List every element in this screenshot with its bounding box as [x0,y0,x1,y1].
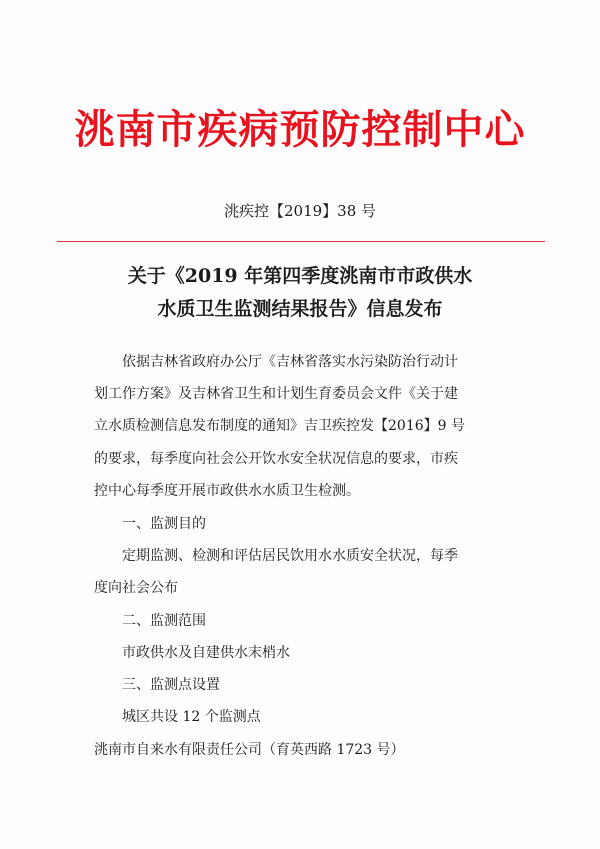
section-purpose-line-1: 定期监测、检测和评估居民饮用水水质安全状况，每季 [122,548,458,564]
section-heading-scope: 二、监测范围 [122,613,206,629]
section-heading-sites: 三、监测点设置 [122,677,220,693]
document-title-line-1: 关于《2019 年第四季度洮南市市政供水 [127,265,473,287]
intro-line-4: 的要求，每季度向社会公开饮水安全状况信息的要求，市疾 [94,451,458,467]
intro-line-1: 依据吉林省政府办公厅《吉林省落实水污染防治行动计 [122,354,458,370]
section-sites-item: 洮南市自来水有限责任公司（育英西路 1723 号） [94,742,405,758]
section-purpose-line-2: 度向社会公布 [94,580,178,596]
section-sites-text: 城区共设 12 个监测点 [122,709,261,725]
section-heading-purpose: 一、监测目的 [122,516,206,532]
document-title-line-2: 水质卫生监测结果报告》信息发布 [157,298,443,320]
intro-line-3: 立水质检测信息发布制度的通知》吉卫疾控发【2016】9 号 [94,418,465,434]
intro-line-5: 控中心每季度开展市政供水水质卫生检测。 [94,483,360,499]
intro-line-2: 划工作方案》及吉林省卫生和计划生育委员会文件《关于建 [94,386,458,402]
header-divider [57,241,545,242]
section-scope-text: 市政供水及自建供水末梢水 [122,645,290,661]
document-number: 洮疾控【2019】38 号 [223,202,377,220]
organization-header: 洮南市疾病预防控制中心 [74,107,526,153]
